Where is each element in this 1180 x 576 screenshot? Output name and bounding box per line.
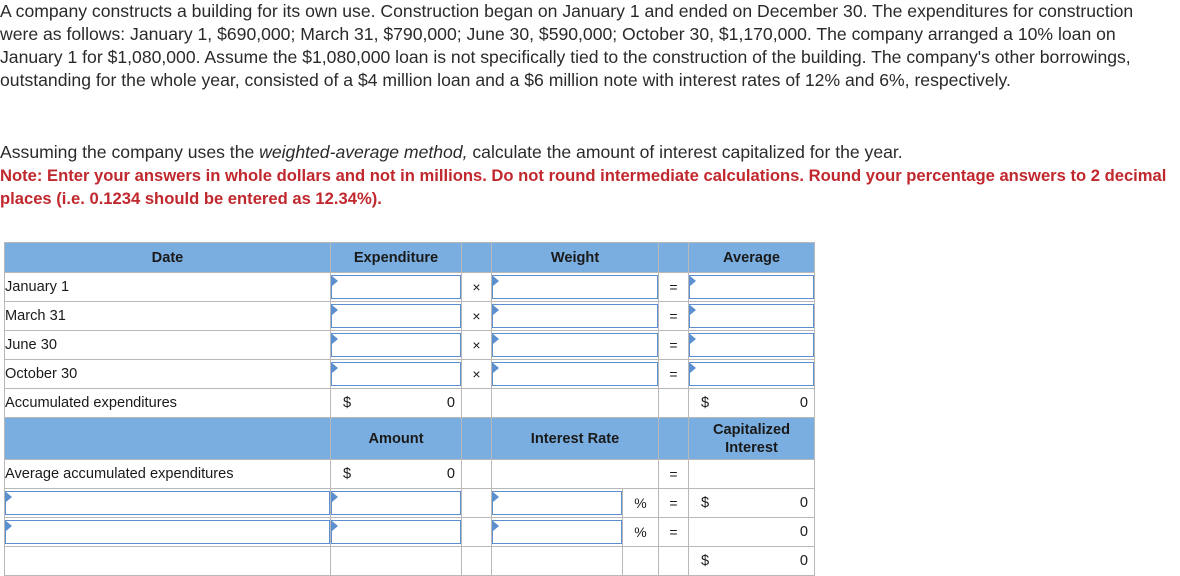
accumulated-expenditure-value: 0 [446, 395, 455, 411]
problem-text [0, 0, 1175, 92]
header-expenditure: Expenditure [331, 243, 462, 273]
accumulated-label: Accumulated expenditures [5, 389, 331, 418]
equals-sign: = [659, 273, 689, 302]
header-weight: Weight [492, 243, 659, 273]
percent-sign: % [623, 518, 659, 547]
date-label: October 30 [5, 360, 331, 389]
header-amount: Amount [331, 418, 462, 460]
excess-label-input-1[interactable] [5, 491, 330, 515]
expenditure-input-oct30[interactable] [331, 362, 461, 386]
weight-input-jun30[interactable] [492, 333, 658, 357]
interest-row [5, 518, 815, 547]
dollar-sign: $ [701, 395, 710, 411]
header-interest-rate: Interest Rate [492, 418, 659, 460]
table-row [5, 302, 815, 331]
excess-label-input-2[interactable] [5, 520, 330, 544]
date-label: June 30 [5, 331, 331, 360]
times-sign: × [462, 273, 492, 302]
average-input-mar31[interactable] [689, 304, 814, 328]
average-accumulated-value: 0 [446, 466, 455, 482]
average-accumulated-label: Average accumulated expenditures [5, 460, 331, 489]
amount-input-2[interactable] [331, 520, 461, 544]
interest-rate-input-2[interactable] [492, 520, 622, 544]
equals-sign: = [659, 331, 689, 360]
total-row [5, 547, 815, 576]
note-text: Note: Enter your answers in whole dollars and not in millions. Do not round intermediate calculations. Round your percentage answers to 2 decimal places (i.e. 0.1234 should be entered as 12.34%). [0, 166, 1167, 208]
capitalized-interest-value-1: 0 [799, 495, 808, 511]
weight-input-jan1[interactable] [492, 275, 658, 299]
average-accumulated-row [5, 460, 815, 489]
interest-row [5, 489, 815, 518]
equals-sign: = [659, 360, 689, 389]
header-date: Date [5, 243, 331, 273]
worksheet-table [4, 242, 815, 576]
question-method: weighted-average method, [259, 142, 468, 162]
times-sign: × [462, 360, 492, 389]
percent-sign: % [623, 489, 659, 518]
equals-sign: = [659, 518, 689, 547]
total-capitalized-interest-value: 0 [799, 553, 808, 569]
average-input-oct30[interactable] [689, 362, 814, 386]
capitalized-interest-value-2: 0 [799, 524, 808, 540]
expenditure-input-mar31[interactable] [331, 304, 461, 328]
interest-rate-input-1[interactable] [492, 491, 622, 515]
dollar-sign: $ [701, 495, 710, 511]
header-capitalized-interest: Capitalized Interest [689, 418, 815, 460]
equals-sign: = [659, 489, 689, 518]
weight-input-oct30[interactable] [492, 362, 658, 386]
dollar-sign: $ [343, 395, 352, 411]
average-input-jan1[interactable] [689, 275, 814, 299]
amount-input-1[interactable] [331, 491, 461, 515]
expenditure-input-jun30[interactable] [331, 333, 461, 357]
dollar-sign: $ [701, 553, 710, 569]
accumulated-average-value: 0 [799, 395, 808, 411]
table-row [5, 360, 815, 389]
question-text: Assuming the company uses the weighted-average method, calculate the amount of interest capitalized for the year. [0, 142, 903, 162]
weight-input-mar31[interactable] [492, 304, 658, 328]
times-sign: × [462, 331, 492, 360]
average-input-jun30[interactable] [689, 333, 814, 357]
date-label: January 1 [5, 273, 331, 302]
accumulated-row [5, 389, 815, 418]
equals-sign: = [659, 302, 689, 331]
question-block [0, 141, 1175, 210]
equals-sign: = [659, 460, 689, 489]
problem-paragraph: A company constructs a building for its own use. Construction began on January 1 and ended on December 30. The expenditures for construction were as follows: January 1, $690,000; March 31, $790,000; June 30, $590,000; October 30, $1,170,000. The company arranged a 10% loan on January 1 for $1,080,000. Assume the $1,080,000 loan is not specifically tied to the construction of the building. The company's other borrowings, outstanding for the whole year, consisted of a $4 million loan and a $6 million note with interest rates of 12% and 6%, respectively. [0, 1, 1134, 90]
expenditure-input-jan1[interactable] [331, 275, 461, 299]
header-average: Average [689, 243, 815, 273]
times-sign: × [462, 302, 492, 331]
date-label: March 31 [5, 302, 331, 331]
table-row [5, 331, 815, 360]
dollar-sign: $ [343, 466, 352, 482]
table-row [5, 273, 815, 302]
